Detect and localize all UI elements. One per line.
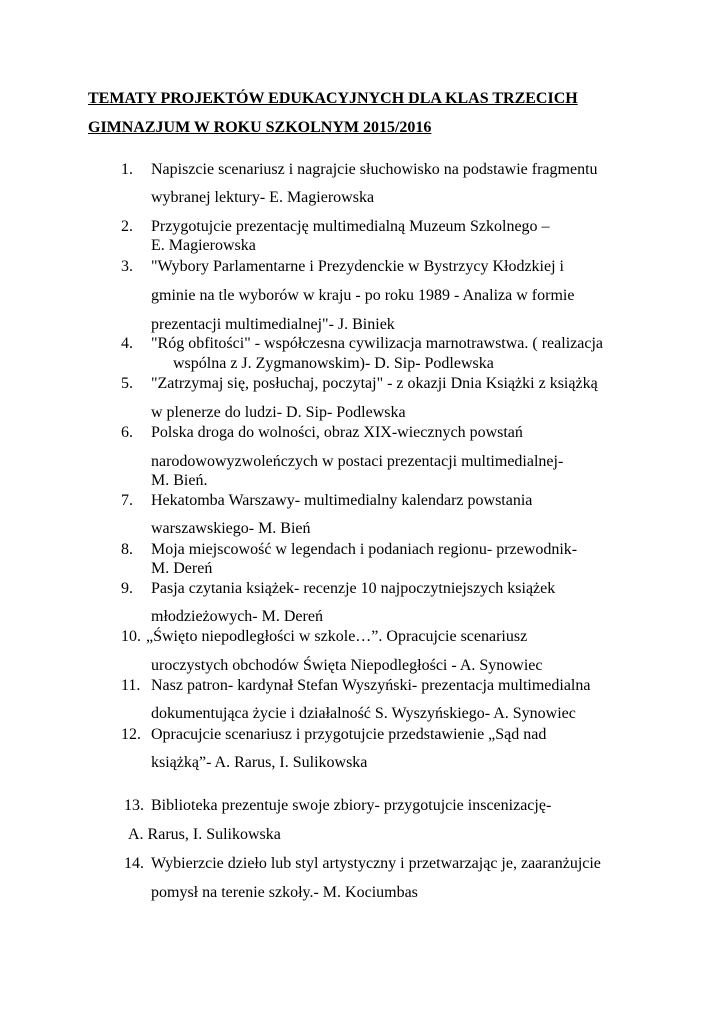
list-item-text: A. Rarus, I. Sulikowska — [128, 826, 281, 843]
list-item-number: 11. — [121, 677, 141, 694]
list-item-number: 14. — [124, 855, 144, 872]
list-item-text: gminie na tle wyborów w kraju - po roku 1989 - Analiza w formie — [151, 287, 575, 304]
list-item-text: "Wybory Parlamentarne i Prezydenckie w Bystrzycy Kłodzkiej i — [151, 258, 564, 275]
list-item-text: prezentacji multimedialnej"- J. Biniek — [151, 316, 395, 333]
list-item-number: 5. — [121, 375, 133, 392]
list-item-text: uroczystych obchodów Święta Niepodległości - A. Synowiec — [151, 657, 543, 674]
list-item-number: 1. — [121, 161, 133, 178]
list-item-text: w plenerze do ludzi- D. Sip- Podlewska — [151, 404, 406, 421]
list-item-number: 3. — [121, 258, 133, 275]
list-item-text: młodzieżowych- M. Dereń — [151, 608, 323, 625]
list-item-text: „Święto niepodległości w szkole…”. Opracujcie scenariusz — [146, 628, 528, 645]
list-item-number: 2. — [121, 218, 133, 235]
list-item-text: "Róg obfitości" - współczesna cywilizacja marnotrawstwa. ( realizacja — [151, 335, 603, 352]
list-item-number: 13. — [124, 797, 144, 814]
list-item-text: M. Bień. — [151, 472, 208, 489]
list-item-number: 7. — [121, 492, 133, 509]
list-item-number: 6. — [121, 424, 133, 441]
list-item-text: Pasja czytania książek- recenzje 10 najpoczytniejszych książek — [151, 580, 556, 597]
list-item-text: Napiszcie scenariusz i nagrajcie słuchowisko na podstawie fragmentu — [151, 161, 598, 178]
list-item-text: narodowowyzwoleńczych w postaci prezentacji multimedialnej- — [151, 453, 564, 470]
list-item-text: Wybierzcie dzieło lub styl artystyczny i przetwarzając je, zaaranżujcie — [151, 855, 601, 872]
list-item-text: Biblioteka prezentuje swoje zbiory- przygotujcie inscenizację- — [151, 797, 552, 814]
list-item-number: 4. — [121, 335, 133, 352]
list-item-number: 8. — [121, 541, 133, 558]
list-item-text: pomysł na terenie szkoły.- M. Kociumbas — [151, 884, 418, 901]
list-item-number: 12. — [121, 726, 141, 743]
list-item-text: "Zatrzymaj się, posłuchaj, poczytaj" - z okazji Dnia Książki z książką — [151, 375, 598, 392]
list-item-text: warszawskiego- M. Bień — [151, 520, 311, 537]
list-item-text: E. Magierowska — [151, 237, 256, 254]
page-title-line-2: GIMNAZJUM W ROKU SZKOLNYM 2015/2016 — [88, 119, 432, 136]
list-item-text: wspólna z J. Zygmanowskim)- D. Sip- Podlewska — [173, 355, 494, 372]
list-item-text: Przygotujcie prezentację multimedialną Muzeum Szkolnego – — [151, 218, 550, 235]
list-item-text: Nasz patron- kardynał Stefan Wyszyński- prezentacja multimedialna — [151, 677, 591, 694]
list-item-text: Hekatomba Warszawy- multimedialny kalendarz powstania — [151, 492, 533, 509]
list-item-number: 10. — [121, 628, 141, 645]
list-item-text: dokumentująca życie i działalność S. Wyszyńskiego- A. Synowiec — [151, 705, 576, 722]
list-item-text: M. Dereń — [151, 560, 213, 577]
list-item-text: książką”- A. Rarus, I. Sulikowska — [151, 754, 368, 771]
list-item-text: Polska droga do wolności, obraz XIX-wiecznych powstań — [151, 424, 523, 441]
list-item-number: 9. — [121, 580, 133, 597]
list-item-text: wybranej lektury- E. Magierowska — [151, 189, 375, 206]
list-item-text: Moja miejscowość w legendach i podaniach regionu- przewodnik- — [151, 541, 578, 558]
list-item-text: Opracujcie scenariusz i przygotujcie przedstawienie „Sąd nad — [151, 726, 547, 743]
page-title-line-1: TEMATY PROJEKTÓW EDUKACYJNYCH DLA KLAS TRZECICH — [88, 90, 578, 107]
